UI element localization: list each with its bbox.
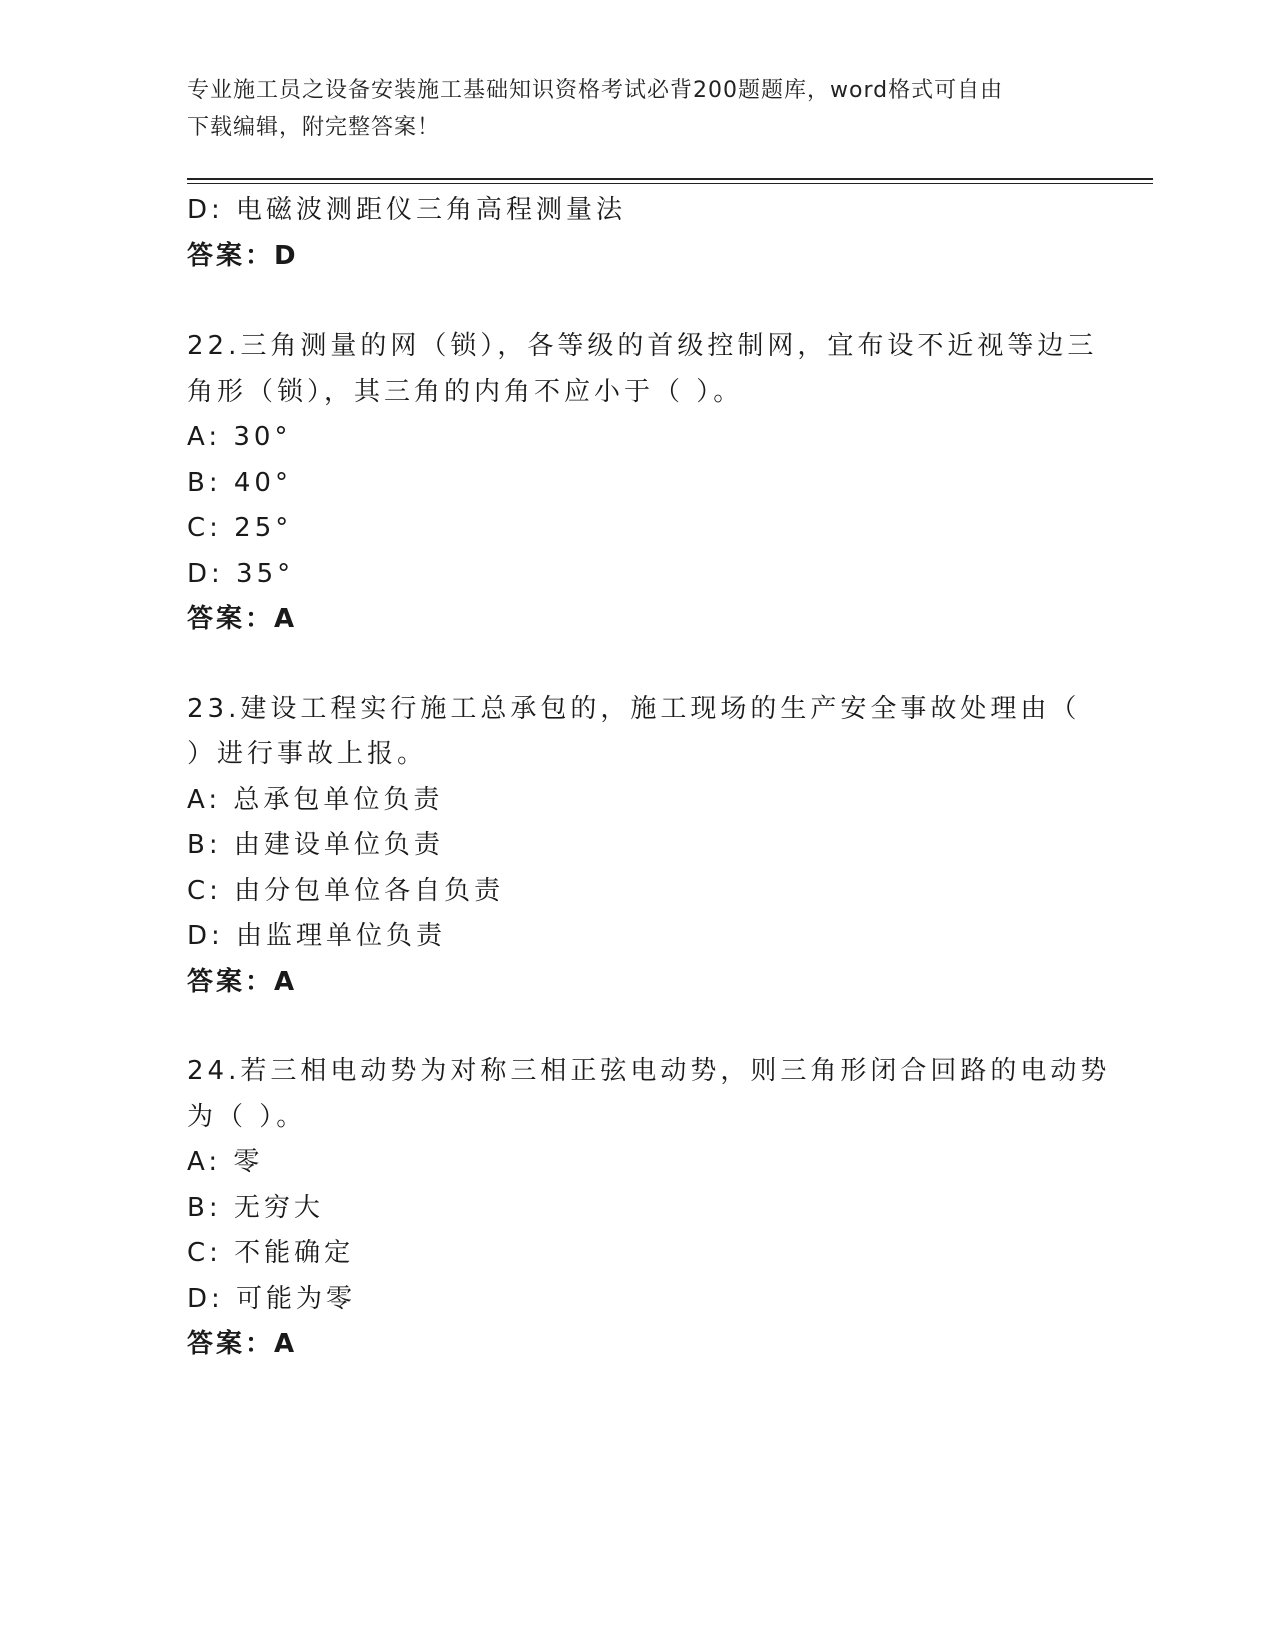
option-c: C: 25°: [187, 513, 293, 543]
option-c: C: 不能确定: [187, 1238, 355, 1268]
question-content: [187, 188, 1111, 1368]
option-d: D: 电磁波测距仪三角高程测量法: [187, 195, 627, 225]
option-d: D: 可能为零: [187, 1283, 357, 1314]
header-divider-thick: [187, 178, 1153, 180]
header-divider-thin: [187, 183, 1153, 184]
question-stem-line-2: 角形（锁），其三角的内角不应小于（ ）。: [187, 376, 744, 407]
question-stem-line-1: 24.若三相电动势为对称三相正弦电动势，则三角形闭合回路的电动势: [187, 1056, 1111, 1086]
option-c: C: 由分包单位各自负责: [187, 875, 505, 906]
question-24: [187, 1049, 1111, 1368]
question-stem-line-2: 为（ ）。: [187, 1101, 307, 1132]
option-d: D: 由监理单位负责: [187, 921, 447, 951]
option-d: D: 35°: [187, 558, 295, 589]
previous-question-tail: [187, 188, 1087, 279]
header-line-1: 专业施工员之设备安装施工基础知识资格考试必背200题题库，word格式可自由: [187, 78, 1004, 103]
question-23: [187, 687, 1087, 1006]
option-b: B: 无穷大: [187, 1192, 324, 1223]
question-stem-line-1: 23.建设工程实行施工总承包的，施工现场的生产安全事故处理由（: [187, 693, 1081, 724]
question-stem-line-2: ）进行事故上报。: [187, 739, 428, 769]
answer-label: 答案：A: [187, 604, 298, 634]
header-line-2: 下载编辑，附完整答案！: [187, 115, 441, 140]
answer-label: 答案：A: [187, 1329, 298, 1359]
document-header: [187, 72, 1087, 146]
option-a: A: 零: [187, 1147, 264, 1177]
answer-label: 答案：D: [187, 240, 299, 271]
option-b: B: 由建设单位负责: [187, 830, 444, 860]
option-a: A: 总承包单位负责: [187, 784, 444, 815]
question-22: [187, 324, 1098, 643]
question-stem-line-1: 22.三角测量的网（锁），各等级的首级控制网，宜布设不近视等边三: [187, 331, 1098, 361]
option-b: B: 40°: [187, 467, 292, 498]
answer-label: 答案：A: [187, 966, 298, 997]
option-a: A: 30°: [187, 422, 292, 452]
